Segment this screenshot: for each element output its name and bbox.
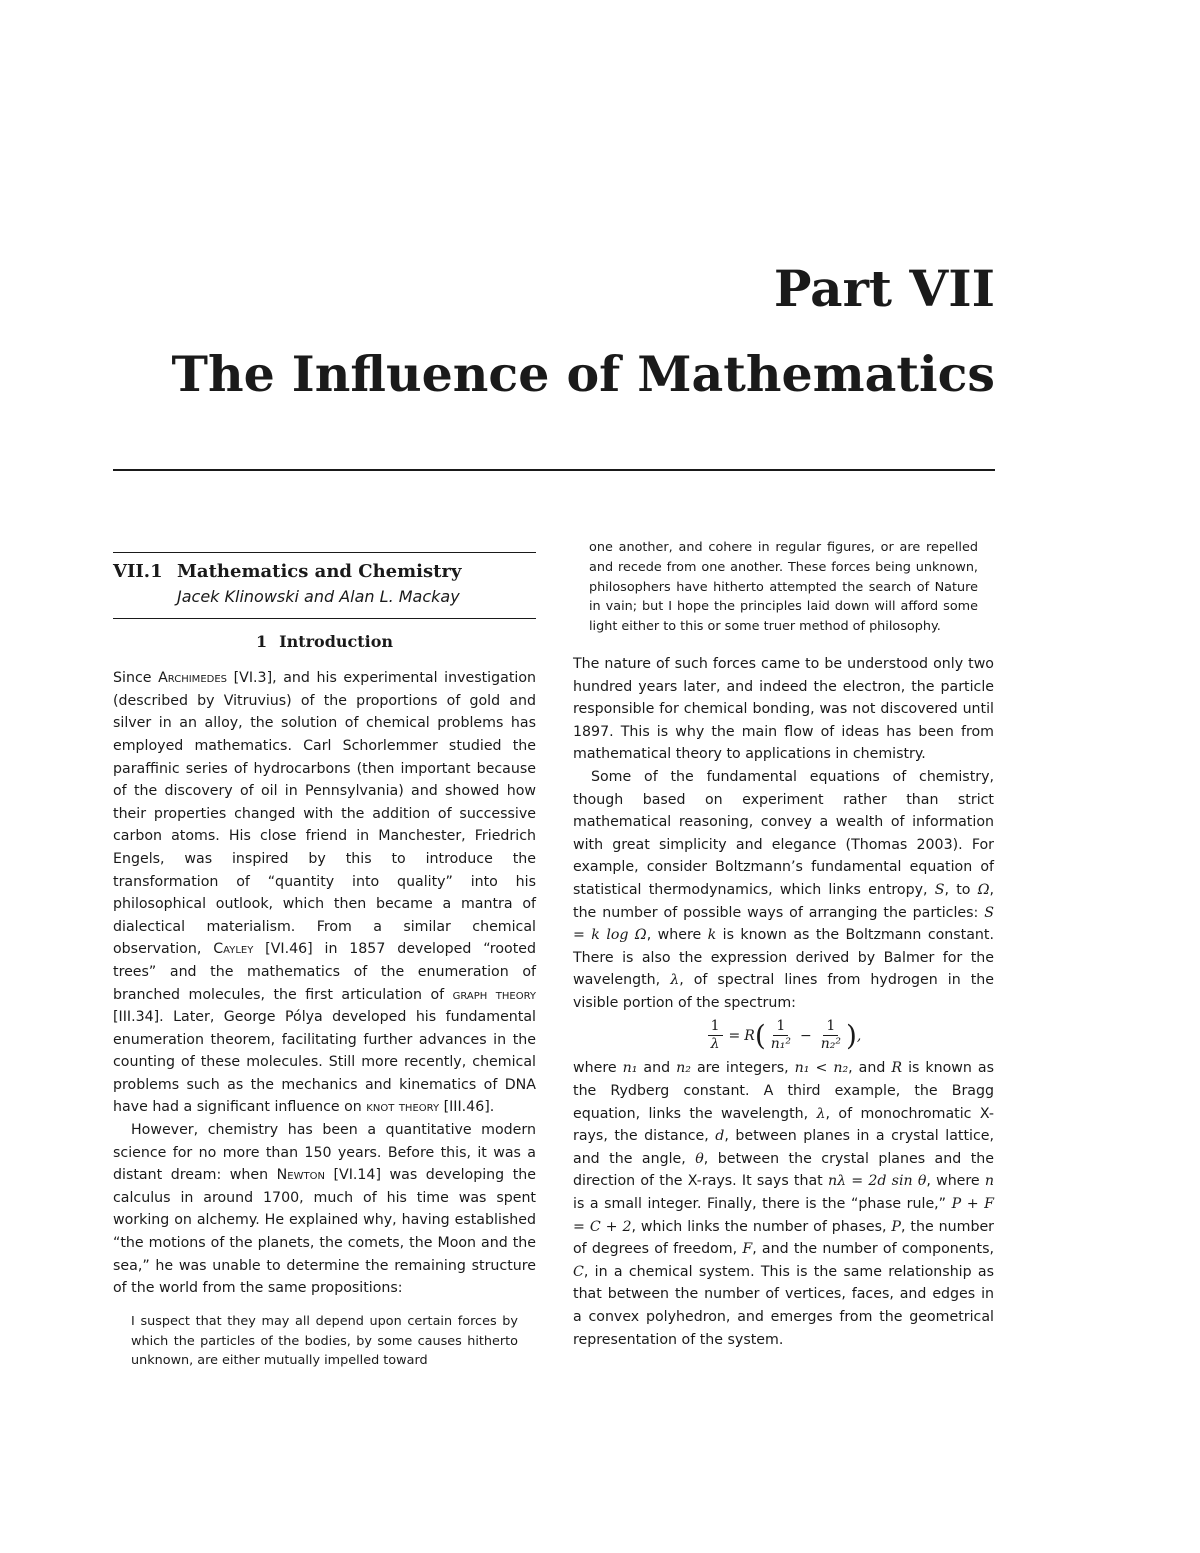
fraction-n2 [818, 1018, 844, 1053]
math-r: R [891, 1060, 903, 1077]
equation-comma: , [856, 1027, 862, 1044]
left-column [113, 552, 536, 1371]
math-c: C [573, 1263, 584, 1280]
text-run: , where [646, 927, 708, 944]
part-number: Part VII [773, 259, 995, 318]
section-number: 1 [255, 631, 268, 651]
text-run: , where [926, 1173, 985, 1190]
text-run: [III.34]. Later, George Pólya developed his fundamental enumeration theorem, facilitating further advances in the counting of these molecules. Still more recently, chemical problems such as the mechanics and kinematics of DNA have had a significant influence on [113, 1009, 536, 1116]
fraction-denominator: n₂² [820, 1036, 841, 1053]
math-p: P [891, 1218, 901, 1235]
math-n: n [984, 1173, 995, 1190]
math-d: d [715, 1128, 725, 1145]
part-title: The Influence of Mathematics [171, 345, 995, 403]
text-run: , between the crystal planes and the direction of the X-rays. It says that [573, 1150, 994, 1190]
text-run: is known as the Rydberg constant. A third example, the Bragg equation, links the wavelength, [573, 1060, 994, 1122]
rydberg-symbol: R [744, 1027, 755, 1044]
cross-reference-cayley[interactable]: Cayley [213, 941, 254, 958]
paragraph-4 [573, 766, 994, 1015]
math-omega: Ω [977, 881, 990, 898]
text-run: Since [113, 670, 159, 687]
paragraph-1 [113, 667, 536, 1119]
paragraph-3: The nature of such forces came to be understood only two hundred years later, and indeed the electron, the particle responsible for chemical bonding, was not discovered until 1897. This is why the main flow of ideas has been from mathematical theory to applications in chemistry. [573, 655, 994, 763]
math-f: F [742, 1241, 753, 1258]
text-run: Some of the fundamental equations of chemistry, though based on experiment rather than strict mathematical reasoning, convey a wealth of information with great simplicity and elegance (Thomas 2003). For example, consider Boltzmann’s fundamental equation of statistical thermodynamics, which links entropy, [573, 768, 994, 898]
fraction-lhs [708, 1018, 723, 1053]
fraction-numerator: 1 [823, 1018, 838, 1036]
text-run: , the number of degrees of freedom, [573, 1218, 995, 1258]
chapter-heading [113, 561, 536, 584]
text-run: , the number of possible ways of arranging the particles: [573, 881, 994, 921]
text-run: is a small integer. Finally, there is the “phase rule,” [573, 1196, 952, 1213]
chapter-authors: Jacek Klinowski and Alan L. Mackay [177, 586, 460, 606]
fraction-numerator: 1 [708, 1018, 723, 1036]
text-run: , of monochromatic X-rays, the distance, [573, 1105, 994, 1145]
text-run: and [637, 1060, 677, 1077]
cross-reference-newton[interactable]: Newton [276, 1167, 325, 1184]
chapter-title: Mathematics and Chemistry [177, 561, 462, 582]
paragraph-2 [113, 1119, 536, 1300]
math-inequality: n₁ < n₂ [794, 1060, 849, 1077]
right-column [573, 538, 994, 1351]
text-run: , and the number of components, [752, 1241, 994, 1258]
math-k: k [707, 927, 717, 944]
math-n2: n₂ [676, 1060, 691, 1077]
newton-quote-start: I suspect that they may all depend upon certain forces by which the particles of the bodies, by some causes hitherto unknown, are either mutually impelled toward [131, 1313, 518, 1369]
chapter-number: VII.1 [113, 561, 163, 582]
text-run: where [573, 1060, 623, 1077]
balmer-equation [573, 1018, 994, 1053]
text-run: , which links the number of phases, [631, 1218, 892, 1235]
text-run: , of spectral lines from hydrogen in the visible portion of the spectrum: [573, 972, 995, 1011]
section-heading [113, 631, 536, 654]
fraction-n1 [768, 1018, 794, 1053]
math-entropy: S [934, 881, 945, 898]
text-run: [VI.46] in 1857 developed “rooted trees” and the mathematics of the enumeration of branched molecules, the first articulation of [113, 941, 536, 1003]
text-run: , to [944, 881, 978, 898]
right-paren: ) [845, 1018, 857, 1052]
section-title: Introduction [279, 631, 394, 651]
fraction-numerator: 1 [773, 1018, 788, 1036]
cross-reference-knot-theory[interactable]: knot theory [366, 1099, 440, 1116]
text-run: However, chemistry has been a quantitative modern science for no more than 150 years. Before this, it was a distant dream: when [113, 1122, 536, 1184]
equals-sign: = [728, 1027, 741, 1044]
cross-reference-graph-theory[interactable]: graph theory [452, 986, 536, 1003]
minus-sign: − [800, 1027, 812, 1044]
text-run: [VI.3], and his experimental investigation (described by Vitruvius) of the proportions of gold and silver in an alloy, the solution of chemical problems has employed mathematics. Carl Schorlemmer studied the paraffinic series of hydrocarbons (then important because of the discovery of oil in Pennsylvania) and showed how their properties changed with the addition of successive carbon atoms. His close friend in Manchester, Friedrich Engels, was inspired by this to introduce the transformation of “quantity into quality” into his philosophical outlook, which then became a mantra of dialectical materialism. From a similar chemical observation, [113, 670, 536, 958]
math-n1: n₁ [622, 1060, 638, 1077]
chapter-bottom-rule [113, 618, 536, 619]
math-bragg-equation: nλ = 2d sin θ [827, 1173, 927, 1190]
math-boltzmann-equation: S = k log Ω [573, 904, 994, 944]
fraction-denominator: λ [710, 1036, 720, 1053]
math-lambda: λ [816, 1105, 826, 1122]
newton-quote-end: one another, and cohere in regular figures, or are repelled and recede from one another. These forces being unknown, philosophers have hitherto attempted the search of Nature in vain; but I hope the principles laid down will afford some light either to this or some truer method of philosophy. [589, 540, 978, 635]
fraction-denominator: n₁² [770, 1036, 791, 1053]
text-run: is known as the Boltzmann constant. There is also the expression derived by Balmer for the wavelength, [573, 927, 994, 989]
math-phase-rule: P + F = C + 2 [573, 1196, 994, 1235]
text-run: , in a chemical system. This is the same relationship as that between the number of vertices, faces, and edges in a convex polyhedron, and emerges from the geometrical representation of the system. [573, 1263, 994, 1348]
text-run: , between planes in a crystal lattice, and the angle, [573, 1128, 994, 1167]
paragraph-5 [573, 1057, 994, 1351]
text-run: [VI.14] was developing the calculus in around 1700, much of his time was spent working on alchemy. He explained why, having established “the motions of the planets, the comets, the Moon and the sea,” he was unable to determine the remaining structure of the world from the same propositions: [113, 1167, 536, 1297]
left-paren: ( [754, 1018, 766, 1052]
text-run: [III.46]. [439, 1099, 495, 1116]
text-run: are integers, [690, 1060, 795, 1077]
math-lambda: λ [670, 972, 680, 989]
cross-reference-archimedes[interactable]: Archimedes [158, 670, 227, 687]
chapter-top-rule [113, 552, 536, 553]
math-theta: θ [695, 1150, 704, 1167]
text-run: , and [848, 1060, 892, 1077]
part-divider [113, 469, 995, 471]
